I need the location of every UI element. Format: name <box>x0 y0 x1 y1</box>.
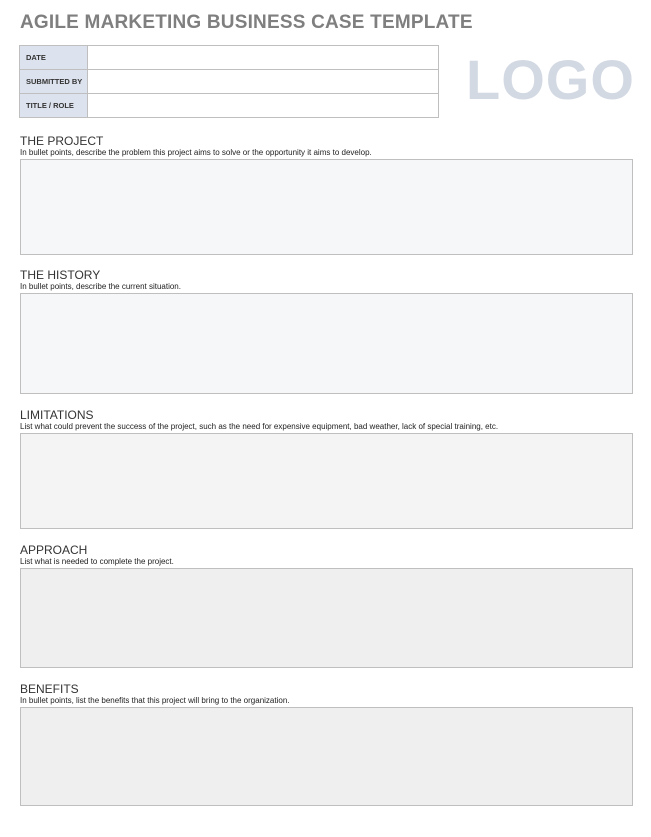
history-text-area[interactable] <box>20 293 633 394</box>
section-heading: LIMITATIONS <box>20 408 94 422</box>
submitted-by-field[interactable] <box>88 70 439 94</box>
approach-text-area[interactable] <box>20 568 633 668</box>
header-info-table <box>19 45 439 118</box>
logo-placeholder: LOGO <box>466 48 635 111</box>
title-role-label: TITLE / ROLE <box>20 94 88 118</box>
benefits-text-area[interactable] <box>20 707 633 806</box>
section-benefits <box>20 683 633 806</box>
date-label: DATE <box>20 46 88 70</box>
project-text-area[interactable] <box>20 159 633 255</box>
section-instruction: List what could prevent the success of the project, such as the need for expensive equipment, bad weather, lack of special training, etc. <box>20 422 499 431</box>
header-row-submitted-by <box>20 70 439 94</box>
section-instruction: In bullet points, list the benefits that this project will bring to the organization. <box>20 696 290 705</box>
section-instruction: In bullet points, describe the problem this project aims to solve or the opportunity it aims to develop. <box>20 148 372 157</box>
submitted-by-label: SUBMITTED BY <box>20 70 88 94</box>
section-heading: BENEFITS <box>20 682 79 696</box>
section-instruction: List what is needed to complete the project. <box>20 557 174 566</box>
header-row-title-role <box>20 94 439 118</box>
section-the-project <box>20 135 633 255</box>
limitations-text-area[interactable] <box>20 433 633 529</box>
section-heading: THE HISTORY <box>20 268 101 282</box>
section-heading: APPROACH <box>20 543 88 557</box>
section-heading: THE PROJECT <box>20 134 104 148</box>
section-instruction: In bullet points, describe the current situation. <box>20 282 181 291</box>
page-title: AGILE MARKETING BUSINESS CASE TEMPLATE <box>20 12 473 33</box>
section-the-history <box>20 269 633 394</box>
header-row-date <box>20 46 439 70</box>
date-field[interactable] <box>88 46 439 70</box>
section-approach <box>20 544 633 668</box>
section-limitations <box>20 409 633 529</box>
title-role-field[interactable] <box>88 94 439 118</box>
